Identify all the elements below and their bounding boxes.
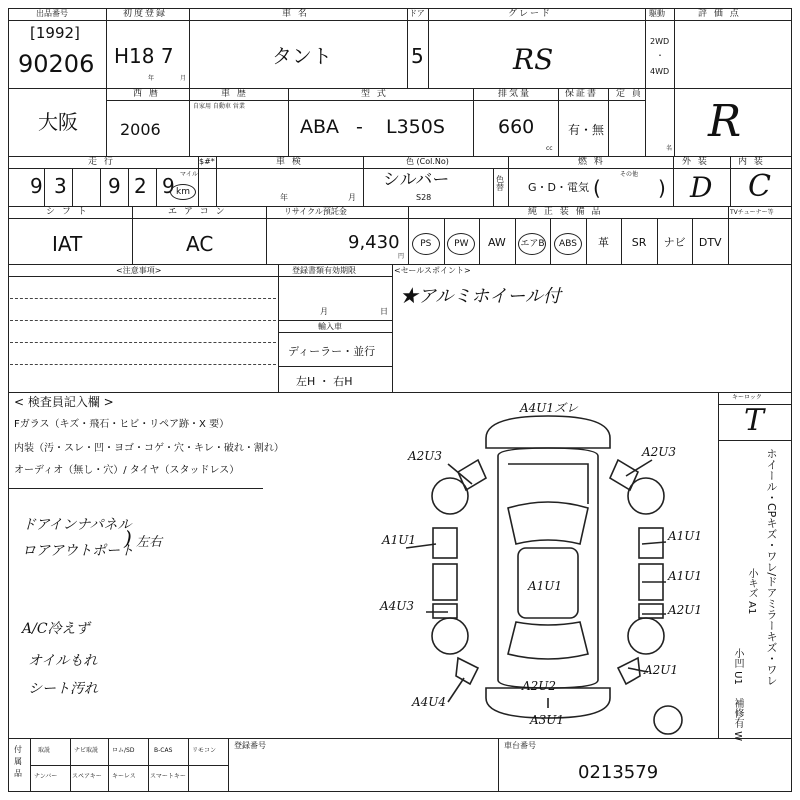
car-name: タント bbox=[272, 44, 332, 68]
shaken-year: 年 bbox=[280, 193, 288, 202]
mark-13: A3U1 bbox=[530, 713, 565, 727]
equipment-item: 革 bbox=[598, 236, 610, 249]
hand-note-3: A/C冷えず bbox=[22, 621, 90, 637]
import-value: ディーラー・並行 bbox=[288, 345, 376, 358]
mileage-label: 走 行 bbox=[88, 157, 115, 167]
sales-point-label: <セールスポイント> bbox=[394, 266, 471, 275]
shaken-month: 月 bbox=[348, 193, 356, 202]
drive-2wd: 2WD bbox=[650, 37, 670, 46]
shift: IAT bbox=[52, 232, 83, 256]
seireki-value: 2006 bbox=[120, 120, 161, 139]
mark-3: A2U3 bbox=[642, 445, 677, 459]
lot-number: 90206 bbox=[18, 50, 95, 78]
mark-7: A1U1 bbox=[668, 569, 703, 583]
equipment-item: ナビ bbox=[663, 236, 686, 249]
mileage-digit-5: 9 bbox=[162, 174, 175, 198]
seireki-label: 西 暦 bbox=[133, 89, 160, 99]
rating-label: 評 価 点 bbox=[698, 9, 741, 19]
color-code: S28 bbox=[416, 193, 432, 202]
year-unit: 年 bbox=[148, 75, 155, 82]
equipment-label: 純 正 装 備 品 bbox=[528, 207, 603, 217]
color-change: 色替 bbox=[496, 175, 504, 192]
vertical-note: ホイール・CPキズ・ワレ/ドアミラーキズ・ワレ bbox=[765, 448, 778, 687]
mark-9: A2U1 bbox=[668, 603, 703, 617]
meter-label: $#* bbox=[199, 157, 215, 166]
deadline-day: 日 bbox=[380, 307, 388, 316]
mark-2: A2U3 bbox=[408, 449, 443, 463]
interior-label: 内 装 bbox=[738, 157, 765, 167]
fuel-label: 燃 料 bbox=[578, 157, 605, 167]
color-value: シルバー bbox=[383, 170, 450, 190]
exterior-label: 外 装 bbox=[682, 157, 709, 167]
sales-point: ★アルミホイール付 bbox=[400, 286, 561, 307]
item-4: B-CAS bbox=[154, 747, 173, 754]
hand-note-5: シート汚れ bbox=[28, 681, 98, 697]
interior: C bbox=[748, 169, 771, 204]
mark-1: A4U1ズレ bbox=[520, 401, 579, 415]
equipment-item: ABS bbox=[550, 232, 586, 254]
drive-label: 駆動 bbox=[649, 9, 665, 18]
grade: RS bbox=[513, 43, 554, 76]
model-prefix: ABA bbox=[300, 116, 340, 138]
mark-12: A2U2 bbox=[522, 679, 557, 693]
mile-option: マイル bbox=[180, 171, 198, 178]
first-reg-label: 初度登録 bbox=[123, 9, 168, 19]
glass-line: Fガラス（キズ・飛石・ヒビ・リペア跡・X 要） bbox=[14, 419, 230, 430]
chassis-number: 0213579 bbox=[578, 762, 659, 783]
fuel-other: その他 bbox=[620, 171, 639, 178]
equipment-item: DTV bbox=[698, 236, 722, 249]
displacement-label: 排気量 bbox=[498, 89, 532, 99]
mark-10: A2U1 bbox=[644, 663, 679, 677]
keylock-value: T bbox=[744, 403, 765, 438]
history-label: 車 歴 bbox=[221, 89, 248, 99]
mark-4: A1U1 bbox=[382, 533, 417, 547]
item-9: スマートキー bbox=[150, 773, 186, 780]
cc-unit: cc bbox=[546, 145, 553, 152]
color-label: 色 (Col.No) bbox=[406, 157, 449, 166]
drive-dot: ・ bbox=[656, 51, 664, 60]
grade-label: グレード bbox=[508, 9, 553, 19]
shift-label: シ フ ト bbox=[46, 207, 89, 217]
equipment-item: SR bbox=[631, 236, 647, 249]
handle-value: 左H ・ 右H bbox=[296, 375, 353, 388]
equipment-item: PS bbox=[408, 232, 444, 254]
warranty-label: 保証書 bbox=[565, 89, 599, 99]
mileage-digit-3: 9 bbox=[108, 174, 121, 198]
equipment-item: AW bbox=[487, 236, 506, 249]
item-6: ナンバー bbox=[34, 773, 58, 780]
reg-no-label: 登録番号 bbox=[234, 741, 266, 750]
mark-11: A4U4 bbox=[412, 695, 447, 709]
exterior: D bbox=[690, 171, 713, 204]
hand-side: 左右 bbox=[136, 535, 163, 550]
item-7: スペアキー bbox=[72, 773, 102, 780]
displacement: 660 bbox=[498, 116, 535, 138]
item-8: キーレス bbox=[112, 773, 136, 780]
fuel-value: G・D・電気 bbox=[528, 181, 589, 194]
month-unit: 月 bbox=[180, 75, 187, 82]
door-label: ドア bbox=[409, 9, 425, 18]
small-dent: 小凹 U1 bbox=[732, 648, 743, 685]
hand-note-1: ドアインナパネル bbox=[22, 517, 132, 533]
rating: R bbox=[708, 96, 742, 147]
ac: AC bbox=[186, 232, 214, 256]
capacity-label: 定 員 bbox=[616, 89, 643, 99]
item-1: 取説 bbox=[38, 747, 51, 754]
model-code: L350S bbox=[386, 116, 445, 138]
lot-label: 出品番号 bbox=[36, 9, 68, 18]
item-5: リモコン bbox=[192, 747, 217, 754]
km-option-circled: km bbox=[170, 184, 196, 200]
model-label: 型 式 bbox=[361, 89, 388, 99]
keylock-label: キーロック bbox=[732, 394, 762, 401]
ac-label: エ ア コ ン bbox=[168, 207, 227, 217]
equipment-item: エアB bbox=[515, 232, 551, 254]
mark-8: A4U3 bbox=[380, 599, 415, 613]
mileage-digit-4: 2 bbox=[134, 174, 147, 198]
lot-year: [1992] bbox=[30, 24, 80, 42]
history-sub: 自家用 自動車 営業 bbox=[193, 103, 245, 110]
import-label: 輸入車 bbox=[318, 322, 342, 331]
tuner-label: TVチューナー等 bbox=[730, 209, 774, 216]
deadline-month: 月 bbox=[320, 307, 328, 316]
small-scratch: 小キズ A1 bbox=[746, 568, 757, 615]
items-label: 付属品 bbox=[14, 745, 22, 778]
warranty-value: 有・無 bbox=[568, 123, 605, 137]
audio-line: オーディオ（無し・穴）/ タイヤ（スタッドレス） bbox=[14, 465, 240, 476]
item-3: ロム/SD bbox=[112, 747, 135, 754]
chassis-label: 車台番号 bbox=[504, 741, 536, 750]
interior-line: 内装（汚・スレ・凹・ヨゴ・コゲ・穴・キレ・破れ・割れ） bbox=[14, 443, 284, 454]
hand-note-4: オイルもれ bbox=[28, 653, 98, 669]
yen-unit: 円 bbox=[398, 253, 405, 260]
item-2: ナビ取説 bbox=[74, 747, 99, 754]
doors: 5 bbox=[411, 44, 424, 68]
inspector-title: < 検査員記入欄 > bbox=[14, 395, 114, 409]
mileage-digit-2: 3 bbox=[54, 174, 67, 198]
recycle-amount: 9,430 bbox=[348, 232, 400, 253]
recycle-label: リサイクル預託金 bbox=[284, 207, 347, 216]
caution-label: <注意事項> bbox=[116, 266, 162, 275]
capacity-unit: 名 bbox=[666, 145, 673, 152]
drive-4wd: 4WD bbox=[650, 67, 670, 76]
repair-note: 補修有 W bbox=[732, 698, 743, 742]
mark-5: A1U1 bbox=[668, 529, 703, 543]
first-reg-value: H18 7 bbox=[114, 44, 174, 68]
equipment-item: PW bbox=[444, 232, 480, 254]
reg-deadline-label: 登録書類有効期限 bbox=[292, 266, 356, 275]
hand-note-2: ロアアウトポート bbox=[22, 543, 134, 559]
mark-6: A1U1 bbox=[528, 579, 563, 593]
auction-sheet: 出品番号 [1992] 90206 初度登録 H18 7 年 月 車 名 タント ドア 5 グレード RS 駆動 2WD ・ 4WD 評 価 点 R 大阪 西 暦 2006 車 歴 自家用 自動車 営業 型 式 ABA - L350S 排気量 660 cc 保証書 有・無 定 員 名 走 行 9 3 9 2 9 $#* マイル km 車 検 年 月 色 (Col.No) シルバー S28 色替 燃 料 G・D・電気 ( ) その他 外 装 D 内 装 C シ フ ト IAT エ ア コ ン AC リサイクル預託金 9,430 円 純 正 装 備 品 TVチューナー等 <注意事項> 登録書類有効期限 月 日 輸入車 ディーラー・並行 左H ・ 右H <セールスポイント> ★アルミホイール付 < 検査員記入欄 > Fガラス（キズ・飛石・ヒビ・リペア跡・X 要） 内装（汚・スレ・凹・ヨゴ・コゲ・穴・キレ・破れ・割れ） オーディオ（無し・穴）/ タイヤ（スタッドレス） ドアインナパネル ロアアウトポート ) 左右 A/C冷えず オイルもれ シート汚れ A4U1ズレ A2U3 A2U3 A1U1 A1U1 A1U1 A1U1 A4U3 A2U1 A2U1 A4U4 A2U2 A3U1 キーロック T ホイール・CPキズ・ワレ/ドアミラーキズ・ワレ 小キズ A1 小凹 U1 補修有 W 付属品 取説 ナビ取説 ロム/SD B-CAS リモコン ナンバー スペアキー キーレス スマートキー 登録番号 車台番号 0213579 PS PW AW エアB ABS 革 SR ナビ DTV bbox=[8, 8, 792, 792]
shaken-label: 車 検 bbox=[276, 157, 303, 167]
car-name-label: 車 名 bbox=[282, 9, 309, 19]
model-dash: - bbox=[356, 116, 363, 138]
mileage-digit-1: 9 bbox=[30, 174, 43, 198]
region: 大阪 bbox=[38, 110, 78, 134]
